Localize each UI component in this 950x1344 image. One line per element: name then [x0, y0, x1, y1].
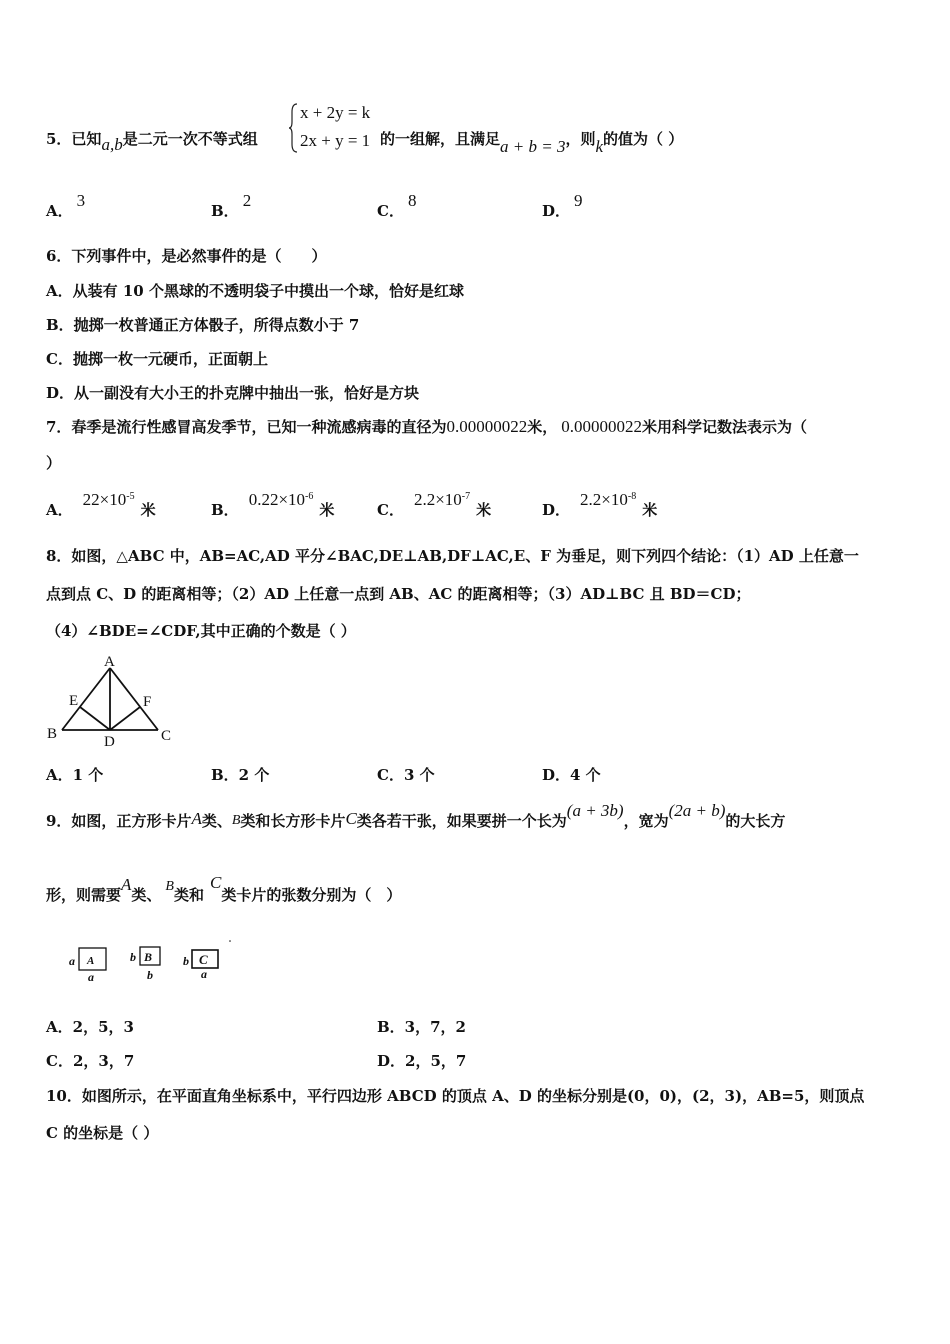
q7-option-c[interactable]: C．$2.2\times 10^{-7}$米	[377, 490, 492, 519]
q9-length-expr: (a + 3b)	[566, 801, 624, 820]
q9-card-b-bottom: b	[147, 968, 153, 982]
q8-segment-de	[80, 707, 110, 730]
q9-cards-figure	[66, 938, 236, 984]
q5-stem: 5．已知a,b是二元一次不等式组	[46, 130, 258, 154]
q9-option-b[interactable]: B．3，7，2	[377, 1018, 466, 1036]
q8-stem-line2: 点到点 C、D 的距离相等；（2）AD 上任意一点到 AB、AC 的距离相等；（3）AD⊥BC 且 BD＝CD；	[46, 585, 751, 603]
q7-option-d[interactable]: D．$2.2\times 10^{-8}$米	[542, 490, 658, 519]
q9-card-a-label: A	[87, 955, 95, 967]
q8-option-b[interactable]: B．2 个	[211, 766, 270, 784]
q8-segment-df	[110, 707, 140, 730]
q9-card-a-side: a	[69, 954, 75, 968]
q5-stem-tail: 的一组解，且满足a + b = 3，则k的值为（ ）	[380, 130, 684, 156]
q5-eq2: 2x + y = 1	[300, 131, 371, 150]
q8-label-a: A	[104, 654, 115, 670]
q5-option-a[interactable]: A．3	[46, 191, 86, 220]
q6-option-d[interactable]: D．从一副没有大小王的扑克牌中抽出一张，恰好是方块	[46, 384, 420, 402]
q9-option-d[interactable]: D．2，5，7	[377, 1052, 467, 1070]
q8-label-b: B	[47, 726, 58, 742]
q5-system-brace	[288, 102, 300, 154]
q7-option-b[interactable]: B．$0.22\times 10^{-6}$米	[211, 490, 335, 519]
q6-option-a[interactable]: A．从装有 10 个黑球的不透明袋子中摸出一个球，恰好是红球	[46, 282, 464, 300]
q9-card-a-bottom: a	[88, 970, 94, 984]
q5-k: k	[595, 137, 604, 156]
q9-option-c[interactable]: C．2，3，7	[46, 1052, 135, 1070]
q8-label-d: D	[104, 734, 115, 748]
q8-option-c[interactable]: C．3 个	[377, 766, 435, 784]
q5-ab: a,b	[101, 135, 123, 154]
q6-stem: 6．下列事件中，是必然事件的是（ ）	[46, 247, 327, 265]
q5-eq1: x + 2y = k	[300, 103, 371, 122]
q7-stem-close: ）	[46, 454, 62, 472]
q9-card-b-label: B	[144, 950, 153, 964]
q8-triangle-figure	[44, 652, 184, 748]
q8-option-a[interactable]: A．1 个	[46, 766, 104, 784]
q7-option-a[interactable]: A．$22\times 10^{-5}$米	[46, 490, 156, 519]
q9-card-c-bottom: a	[201, 967, 207, 981]
q5-option-d[interactable]: D．9	[542, 191, 583, 220]
q9-card-b-side: b	[130, 950, 136, 964]
q5-condition: a + b = 3	[500, 137, 566, 156]
q6-option-c[interactable]: C．抛掷一枚一元硬币，正面朝上	[46, 350, 268, 368]
q6-option-b[interactable]: B．抛掷一枚普通正方体骰子，所得点数小于 7	[46, 316, 360, 334]
q10-stem-line1: 10．如图所示，在平面直角坐标系中，平行四边形 ABCD 的顶点 A、D 的坐标分别是(0，0)，(2，3)，AB=5，则顶点	[46, 1087, 865, 1105]
q5-option-b[interactable]: B．2	[211, 191, 252, 220]
q9-card-c-side: b	[183, 954, 189, 968]
q10-stem-line2: C 的坐标是（ ）	[46, 1124, 159, 1142]
q5-option-c[interactable]: C．8	[377, 191, 417, 220]
q9-stem-line2: 形，则需要A类、 B类和C类卡片的张数分别为（ ）	[46, 873, 402, 904]
q7-stem: 7．春季是流行性感冒高发季节，已知一种流感病毒的直径为0.00000022米， 0.00000022米用科学记数法表示为（	[46, 417, 807, 436]
q8-option-d[interactable]: D．4 个	[542, 766, 601, 784]
q8-label-c: C	[161, 728, 172, 744]
q9-stem-line1: 9．如图，正方形卡片A类、B类和长方形卡片C类各若干张，如果要拼一个长为(a + 3b)，宽为(2a + b)的大长方	[46, 801, 786, 830]
q9-option-a[interactable]: A．2，5，3	[46, 1018, 134, 1036]
q8-label-e: E	[69, 693, 79, 709]
q9-width-expr: (2a + b)	[668, 801, 726, 820]
q8-stem-line3: （4）∠BDE=∠CDF,其中正确的个数是（ ）	[46, 622, 356, 640]
q8-stem-line1: 8．如图，△ABC 中，AB=AC,AD 平分∠BAC,DE⊥AB,DF⊥AC,E、F 为垂足，则下列四个结论：（1）AD 上任意一	[46, 547, 859, 565]
q8-label-f: F	[143, 694, 152, 710]
q9-card-c-label: C	[199, 952, 208, 967]
